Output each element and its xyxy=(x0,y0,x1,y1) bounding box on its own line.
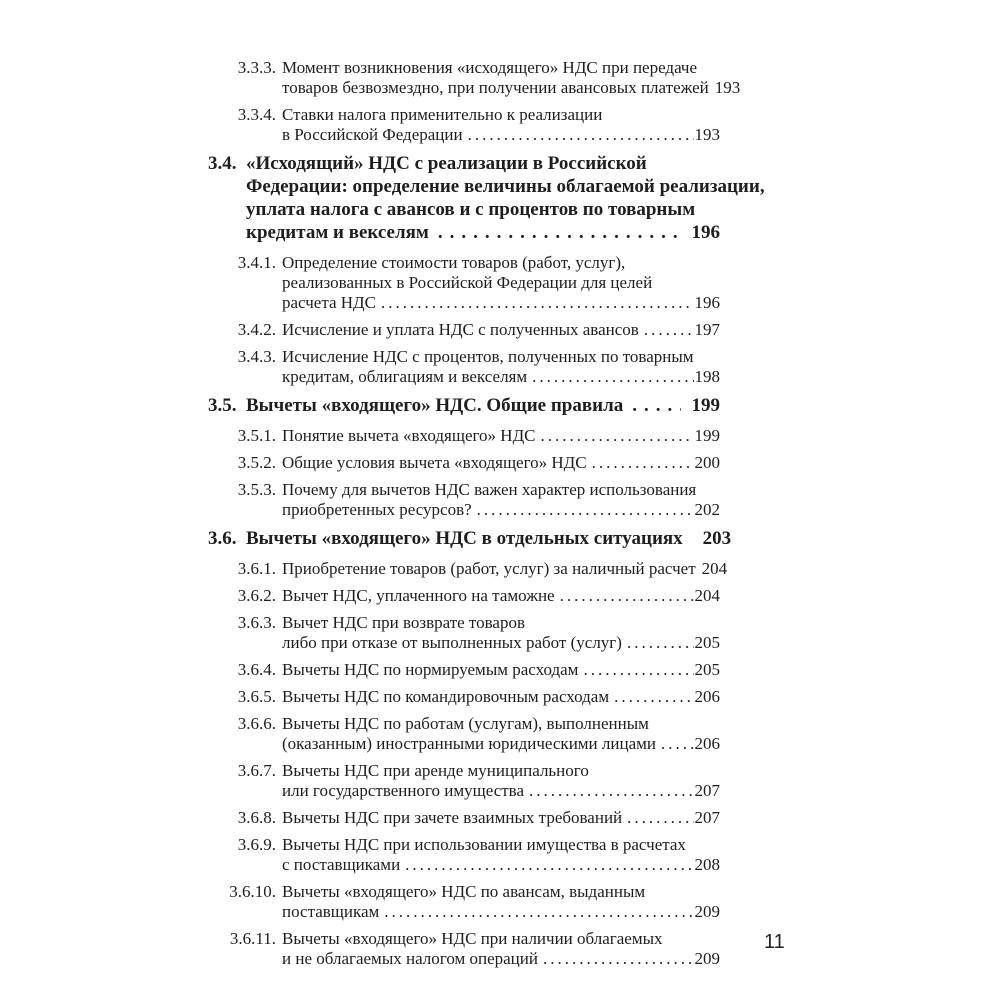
toc-entry-line xyxy=(282,125,720,145)
toc-entry-text: Вычеты НДС при аренде муниципального xyxy=(282,761,589,780)
toc-entry-line xyxy=(282,293,720,313)
dot-leader xyxy=(592,453,694,473)
toc-entry xyxy=(208,480,720,520)
toc-entry-page: 209 xyxy=(694,902,720,921)
toc-entry-page: 204 xyxy=(701,559,728,578)
toc-entry xyxy=(208,929,720,969)
toc-entry-text: Вычеты «входящего» НДС. Общие правила xyxy=(246,395,624,416)
toc-entry-line xyxy=(282,426,720,446)
toc-entry-text: Момент возникновения «исходящего» НДС при передаче xyxy=(282,58,698,77)
toc-entry-text: Вычеты НДС по командировочным расходам xyxy=(282,687,610,706)
toc-entry-line xyxy=(282,687,720,707)
toc-entry-line xyxy=(282,480,720,500)
toc-entry-line xyxy=(282,808,720,828)
toc-entry xyxy=(208,320,720,340)
toc-entry-text: расчета НДС xyxy=(282,293,376,312)
toc-entry-line xyxy=(282,500,720,520)
dot-leader xyxy=(384,902,693,922)
toc-entry-text: (оказанным) иностранными юридическими лицами xyxy=(282,734,656,753)
toc-entry-line xyxy=(282,660,720,680)
dot-leader xyxy=(644,320,694,340)
toc-entry-page: 200 xyxy=(694,453,720,472)
toc-entry-text: приобретенных ресурсов? xyxy=(282,500,472,519)
toc-entry-number: 3.6.7. xyxy=(237,761,276,780)
toc-entry xyxy=(208,835,720,875)
toc-entry xyxy=(208,527,732,550)
toc-entry-line xyxy=(246,175,765,198)
toc-entry xyxy=(208,453,720,473)
toc-entry-page: 193 xyxy=(714,78,741,97)
toc-entry-text: товаров безвозмездно, при получении авансовых платежей xyxy=(282,78,709,97)
toc-entry-line xyxy=(282,586,720,606)
toc-entry-number: 3.4.2. xyxy=(237,320,276,339)
toc-entry-line xyxy=(246,152,720,175)
toc-entry-text: поставщикам xyxy=(282,902,380,921)
toc-entry-number: 3.6.11. xyxy=(229,929,276,948)
dot-leader xyxy=(614,687,693,707)
toc-entry-line xyxy=(246,198,720,221)
toc-entry-line xyxy=(246,221,720,244)
toc-entry-page: 202 xyxy=(694,500,720,519)
toc-entry xyxy=(208,559,728,579)
toc-entry-page: 206 xyxy=(694,687,720,706)
toc-entry-number: 3.6.3. xyxy=(237,613,276,632)
toc-entry-line xyxy=(282,347,720,367)
toc-entry xyxy=(208,687,720,707)
page-number: 11 xyxy=(764,931,785,953)
toc-entry-text: «Исходящий» НДС с реализации в Российской xyxy=(246,153,647,174)
dot-leader xyxy=(627,633,694,653)
toc-entry-number: 3.6.8. xyxy=(237,808,276,827)
toc-entry-text: либо при отказе от выполненных работ (услуг) xyxy=(282,633,622,652)
toc-entry-number: 3.6.1. xyxy=(237,559,276,578)
toc-entry xyxy=(208,105,720,145)
toc-entry-page: 199 xyxy=(694,426,720,445)
toc-entry-page: 203 xyxy=(702,528,732,549)
toc-entry-number: 3.5.2. xyxy=(237,453,276,472)
toc-entry-text: Вычеты НДС при использовании имущества в расчетах xyxy=(282,835,686,854)
toc-entry-text: Вычет НДС, уплаченного на таможне xyxy=(282,586,555,605)
toc-entry-line xyxy=(282,453,720,473)
toc-entry-text: Понятие вычета «входящего» НДС xyxy=(282,426,536,445)
toc-entry-page: 209 xyxy=(694,949,720,968)
toc-entry xyxy=(208,761,720,801)
toc-entry-number: 3.3.4. xyxy=(237,105,276,124)
toc-entry-line xyxy=(282,105,720,125)
dot-leader xyxy=(583,660,693,680)
dot-leader xyxy=(661,734,694,754)
toc-entry-line xyxy=(282,58,720,78)
toc-entry-page: 198 xyxy=(694,367,720,386)
toc-entry-text: Приобретение товаров (работ, услуг) за наличный расчет xyxy=(282,559,696,578)
toc-entry-page: 204 xyxy=(694,586,720,605)
toc-entry-number: 3.4.3. xyxy=(237,347,276,366)
dot-leader xyxy=(477,500,694,520)
toc-entry-line xyxy=(282,320,720,340)
toc-entry-number: 3.6.10. xyxy=(229,882,276,901)
toc-entry-text: Вычеты НДС при зачете взаимных требований xyxy=(282,808,623,827)
toc-entry-page: 193 xyxy=(694,125,720,144)
toc-entry-text: Вычеты «входящего» НДС в отдельных ситуациях xyxy=(246,528,683,549)
dot-leader xyxy=(543,949,694,969)
toc-entry-line xyxy=(282,855,720,875)
toc-entry-line xyxy=(246,527,732,550)
toc-entry-text: Общие условия вычета «входящего» НДС xyxy=(282,453,587,472)
toc-entry-text: Исчисление НДС с процентов, полученных по товарным xyxy=(282,347,694,366)
toc-entry-number: 3.5. xyxy=(208,395,237,416)
toc-entry-page: 206 xyxy=(694,734,720,753)
toc-entry-line xyxy=(282,882,720,902)
toc-entry-line xyxy=(282,781,720,801)
dot-leader xyxy=(541,426,694,446)
dot-leader xyxy=(468,125,694,145)
toc-entry xyxy=(208,394,720,417)
toc-entry-text: Исчисление и уплата НДС с полученных авансов xyxy=(282,320,639,339)
toc-entry-text: в Российской Федерации xyxy=(282,125,463,144)
dot-leader xyxy=(529,781,693,801)
toc-entry-line xyxy=(282,253,720,273)
toc-entry-text: Вычеты «входящего» НДС по авансам, выданным xyxy=(282,882,646,901)
toc-entry xyxy=(208,347,720,387)
toc-entry xyxy=(208,660,720,680)
dot-leader xyxy=(560,586,694,606)
toc-entry-text: Вычеты НДС по нормируемым расходам xyxy=(282,660,579,679)
dot-leader xyxy=(632,394,680,417)
toc-entry-text: Вычеты «входящего» НДС при наличии облагаемых xyxy=(282,929,663,948)
toc-entry xyxy=(208,152,765,244)
toc-entry-text: с поставщиками xyxy=(282,855,401,874)
toc-entry-text: Ставки налога применительно к реализации xyxy=(282,105,603,124)
toc-entry-number: 3.4. xyxy=(208,153,237,174)
toc xyxy=(208,58,765,976)
toc-entry-page: 205 xyxy=(694,633,720,652)
toc-entry-text: Вычеты НДС по работам (услугам), выполненным xyxy=(282,714,649,733)
toc-entry-line xyxy=(282,714,720,734)
toc-entry-page: 196 xyxy=(694,293,720,312)
toc-entry-line xyxy=(282,929,720,949)
toc-entry-number: 3.3.3. xyxy=(237,58,276,77)
toc-entry-line xyxy=(282,78,741,98)
toc-entry xyxy=(208,586,720,606)
toc-entry xyxy=(208,58,741,98)
toc-entry-text: кредитам и векселям xyxy=(246,222,429,243)
toc-entry-line xyxy=(282,835,720,855)
toc-entry-number: 3.6. xyxy=(208,528,237,549)
toc-entry-page: 199 xyxy=(691,395,720,416)
toc-entry xyxy=(208,882,720,922)
toc-entry-page: 197 xyxy=(694,320,720,339)
toc-entry-number: 3.6.2. xyxy=(237,586,276,605)
toc-entry-line xyxy=(282,633,720,653)
toc-entry xyxy=(208,714,720,754)
dot-leader xyxy=(405,855,693,875)
toc-entry-number: 3.6.9. xyxy=(237,835,276,854)
toc-entry-line xyxy=(282,559,728,579)
toc-entry-text: реализованных в Российской Федерации для целей xyxy=(282,273,653,292)
toc-entry-text: Почему для вычетов НДС важен характер использования xyxy=(282,480,697,499)
toc-entry-text: кредитам, облигациям и векселям xyxy=(282,367,528,386)
toc-entry-page: 205 xyxy=(694,660,720,679)
toc-entry-text: Федерации: определение величины облагаемой реализации, xyxy=(246,176,765,197)
toc-entry-text: или государственного имущества xyxy=(282,781,525,800)
toc-entry-line xyxy=(282,734,720,754)
toc-entry-text: Вычет НДС при возврате товаров xyxy=(282,613,526,632)
toc-entry-page: 196 xyxy=(691,222,720,243)
dot-leader xyxy=(532,367,693,387)
toc-entry-number: 3.4.1. xyxy=(237,253,276,272)
dot-leader xyxy=(438,221,681,244)
toc-entry-page: 207 xyxy=(694,808,720,827)
toc-entry-page: 207 xyxy=(694,781,720,800)
toc-entry xyxy=(208,253,720,313)
toc-entry-line xyxy=(282,949,720,969)
toc-entry-number: 3.5.3. xyxy=(237,480,276,499)
toc-entry-number: 3.6.6. xyxy=(237,714,276,733)
toc-entry-line xyxy=(282,273,720,293)
toc-entry-page: 208 xyxy=(694,855,720,874)
toc-entry xyxy=(208,613,720,653)
toc-entry-line xyxy=(246,394,720,417)
toc-entry-number: 3.6.4. xyxy=(237,660,276,679)
dot-leader xyxy=(627,808,693,828)
toc-entry xyxy=(208,808,720,828)
toc-entry-text: Определение стоимости товаров (работ, услуг), xyxy=(282,253,626,272)
toc-entry-number: 3.5.1. xyxy=(237,426,276,445)
toc-entry-line xyxy=(282,761,720,781)
toc-entry xyxy=(208,426,720,446)
toc-entry-line xyxy=(282,613,720,633)
toc-entry-line xyxy=(282,902,720,922)
dot-leader xyxy=(381,293,694,313)
toc-entry-text: уплата налога с авансов и с процентов по товарным xyxy=(246,199,696,220)
toc-entry-line xyxy=(282,367,720,387)
toc-entry-number: 3.6.5. xyxy=(237,687,276,706)
toc-entry-text: и не облагаемых налогом операций xyxy=(282,949,538,968)
